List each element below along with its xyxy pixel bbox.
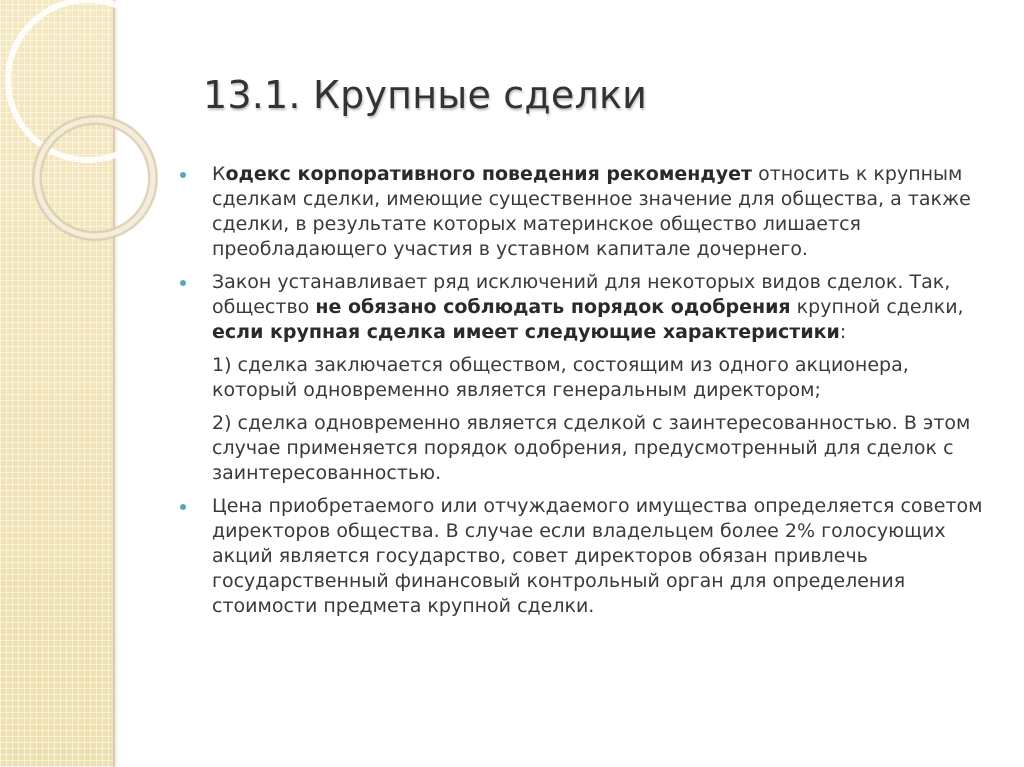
- slide-body: [180, 162, 990, 627]
- item-text: крупной сделки,: [790, 296, 964, 318]
- item-text: К: [212, 163, 226, 185]
- list-item: [180, 494, 990, 619]
- list-item: [180, 162, 990, 262]
- decorative-sidebar: [0, 0, 113, 767]
- item-bold-text: если крупная сделка имеет следующие характеристики: [212, 321, 840, 343]
- item-bold-text: не обязано соблюдать порядок одобрения: [315, 296, 791, 318]
- bullet-icon: [180, 172, 186, 178]
- list-item: [180, 270, 990, 345]
- sidebar-edge: [113, 0, 116, 767]
- slide-title: 13.1. Крупные сделки: [203, 73, 647, 117]
- item-text: относить к крупным сделкам сделки, имеющие существенное значение для общества, а также сделки, в результате которых материнское общество лишается преобладающего участия в уставном капитале дочернего.: [212, 163, 971, 260]
- item-text: :: [839, 321, 847, 343]
- sub-item: 2) сделка одновременно является сделкой с заинтересованностью. В этом случае применяется порядок одобрения, предусмотренный для сделок с заинтересованностью.: [212, 412, 971, 484]
- bullet-icon: [180, 504, 186, 510]
- item-text: Закон устанавливает ряд исключений для некоторых видов сделок. Так, общество: [212, 271, 951, 318]
- item-text: Цена приобретаемого или отчуждаемого имущества определяется советом директоров общества. В случае если владельцем более 2% голосующих акций является государство, совет директоров обязан привлечь государственный финансовый контрольный орган для определения стоимости предмета крупной сделки.: [212, 495, 983, 617]
- bullet-icon: [180, 280, 186, 286]
- sub-item: 1) сделка заключается обществом, состоящим из одного акционера, который одновременно является генеральным директором;: [212, 354, 909, 401]
- item-bold-text: одекс корпоративного поведения рекомендует: [225, 163, 753, 185]
